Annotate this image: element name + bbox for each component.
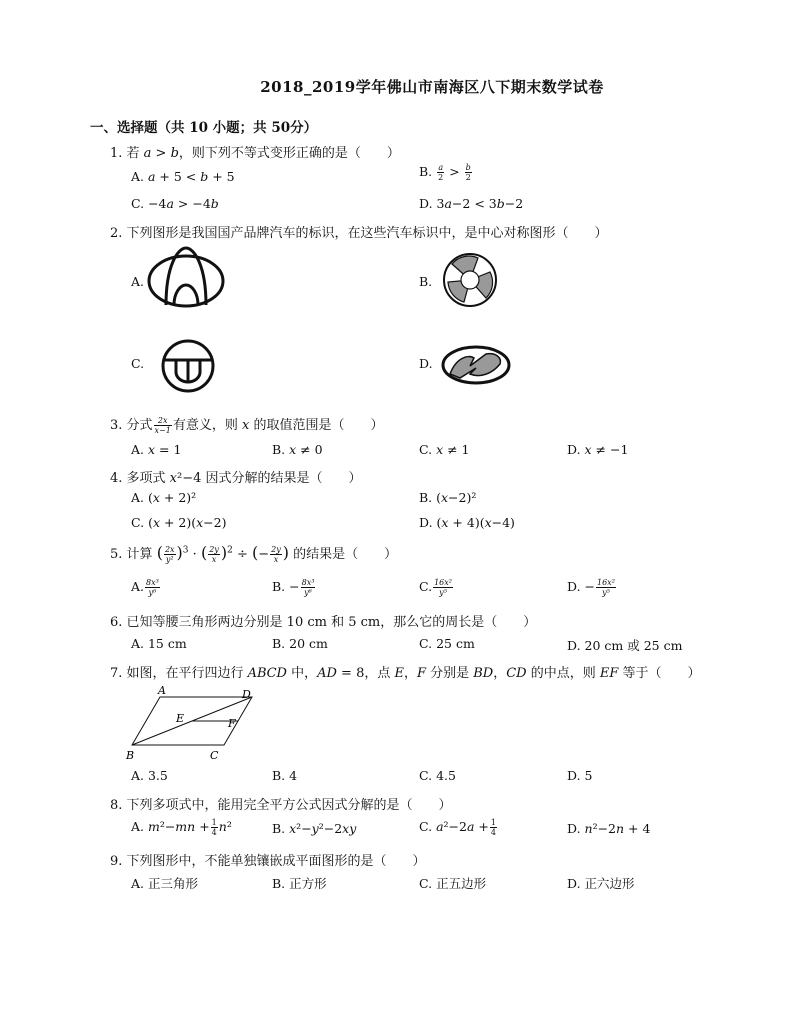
q7-stem: 7. 如图，在平行四边行 𝐴𝐵𝐶𝐷 中，𝐴𝐷 = 8，点 𝐸，𝐹 分别是 𝐵𝐷，𝐶𝐷 的中点，则 𝐸𝐹 等于（ ） [110,666,701,681]
q6-option-a: A. 15 cm [131,636,187,651]
q4-option-b: B. (𝑥−2)² [419,490,477,505]
q3-option-c: C. 𝑥 ≠ 1 [419,442,470,457]
q5-option-a: A. $\frac{\text{8𝑥³}}{\text{𝑦⁶}}$ [131,578,159,597]
q5-frac-1: $\frac{\text{2𝑥}}{\text{𝑦²}}$ [164,545,175,564]
q2-option-a: A. [131,274,145,289]
q5-option-d: D. − $\frac{\text{16𝑥²}}{\text{𝑦⁵}}$ [567,578,615,597]
q3-stem-suffix: 有意义，则 𝑥 的取值范围是（ ） [172,418,384,433]
q8-option-c: C. 𝑎²−2𝑎 + $\frac{1}{4}$ [419,818,496,837]
page-title: 2018_2019学年佛山市南海区八下期末数学试卷 [260,78,604,96]
q2-logo-d-icon [440,344,512,386]
q6-option-d: D. 20 cm 或 25 cm [567,638,683,653]
q9-option-a: A. 正三角形 [131,876,198,891]
q7-label-c: C [210,749,219,762]
q5-sign: − [258,547,270,562]
q5-stem-prefix: 5. 计算 [110,547,153,562]
q5-power-2: 2 [227,545,233,556]
q3-stem [110,414,383,435]
q1-b-operator: > [445,164,464,179]
q2-logo-c-icon [160,338,216,394]
q2-logo-a-icon [148,245,228,311]
q9-option-b: B. 正方形 [272,876,327,891]
q9-stem: 9. 下列图形中，不能单独镶嵌成平面图形的是（ ） [110,854,426,869]
q3-option-b: B. 𝑥 ≠ 0 [272,442,323,457]
q6-option-c: C. 25 cm [419,636,475,651]
q5-divide: ÷ [236,547,248,562]
q3-option-d: D. 𝑥 ≠ −1 [567,442,629,457]
q7-label-e: E [176,712,185,725]
q9-option-c: C. 正五边形 [419,876,487,891]
q2-stem: 2. 下列图形是我国国产品牌汽车的标识，在这些汽车标识中，是中心对称图形（ ） [110,226,608,241]
q5-stem-suffix: 的结果是（ ） [293,547,398,562]
q7-label-f: F [228,717,236,730]
q1-b-frac-1: $\frac{\text{𝑎}}{2}$ [438,163,444,182]
q7-label-a: A [158,684,166,697]
q2-logo-b-icon [442,252,498,308]
q5-frac-2: $\frac{\text{2𝑦}}{\text{𝑥}}$ [209,545,219,564]
q3-stem-prefix: 3. 分式 [110,418,153,433]
q3-fraction: $\frac{\text{2𝑥}}{\text{𝑥−1}}$ [154,416,171,435]
q7-option-b: B. 4 [272,768,298,783]
q5-dot: · [192,547,197,562]
section-heading: 一、选择题（共 10 小题；共 50分） [90,120,318,136]
q6-stem: 6. 已知等腰三角形两边分别是 10 cm 和 5 cm，那么它的周长是（ ） [110,615,537,630]
q5-power-1: 3 [182,545,189,556]
q1-option-b [419,163,473,182]
q7-option-a: A. 3.5 [131,768,168,783]
q1-stem: 1. 若 𝑎 > 𝑏，则下列不等式变形正确的是（ ） [110,146,400,161]
q7-option-c: C. 4.5 [419,768,456,783]
q1-option-c: C. −4𝑎 > −4𝑏 [131,196,219,211]
q5-frac-3: $\frac{\text{2𝑦}}{\text{𝑥}}$ [271,545,281,564]
q8-option-d: D. 𝑛²−2𝑛 + 4 [567,821,651,836]
q2-option-d: D. [419,356,433,371]
q7-parallelogram-figure [124,684,264,764]
q4-option-a: A. (𝑥 + 2)² [131,490,197,505]
q1-option-b-label: B. [419,164,433,179]
q2-option-c: C. [131,356,145,371]
q9-option-d: D. 正六边形 [567,876,635,891]
q7-option-d: D. 5 [567,768,593,783]
q8-stem: 8. 下列多项式中，能用完全平方公式因式分解的是（ ） [110,798,452,813]
q7-label-b: B [126,749,135,762]
q8-option-b: B. 𝑥²−𝑦²−2𝑥𝑦 [272,821,357,836]
q7-label-d: D [242,688,251,701]
q5-option-b: B. − $\frac{\text{8𝑥³}}{\text{𝑦⁶}}$ [272,578,315,597]
q8-option-a: A. 𝑚²−𝑚𝑛 + $\frac{1}{4}$ 𝑛² [131,818,232,837]
q3-option-a: A. 𝑥 = 1 [131,442,182,457]
q1-option-a: A. 𝑎 + 5 < 𝑏 + 5 [131,169,235,184]
q4-stem: 4. 多项式 𝑥²−4 因式分解的结果是（ ） [110,471,362,486]
q1-b-frac-2: $\frac{\text{𝑏}}{2}$ [465,163,471,182]
q4-option-c: C. (𝑥 + 2)(𝑥−2) [131,515,227,530]
q2-option-b: B. [419,274,433,289]
q5-option-c: C. $\frac{\text{16𝑥²}}{\text{𝑦⁵}}$ [419,578,452,597]
q5-stem: 5. 计算 ( $\frac{\text{2𝑥}}{\text{𝑦²}}$ )$^3$ · ( $\frac{\text{2𝑦}}{\text{𝑥}}$ )$^2$ ÷ (− $\frac{\text{2𝑦}}{\text{𝑥}}$ ) 的结果是（ ） [110,543,398,564]
q4-option-d: D. (𝑥 + 4)(𝑥−4) [419,515,515,530]
q6-option-b: B. 20 cm [272,636,328,651]
q1-option-d: D. 3𝑎−2 < 3𝑏−2 [419,196,524,211]
